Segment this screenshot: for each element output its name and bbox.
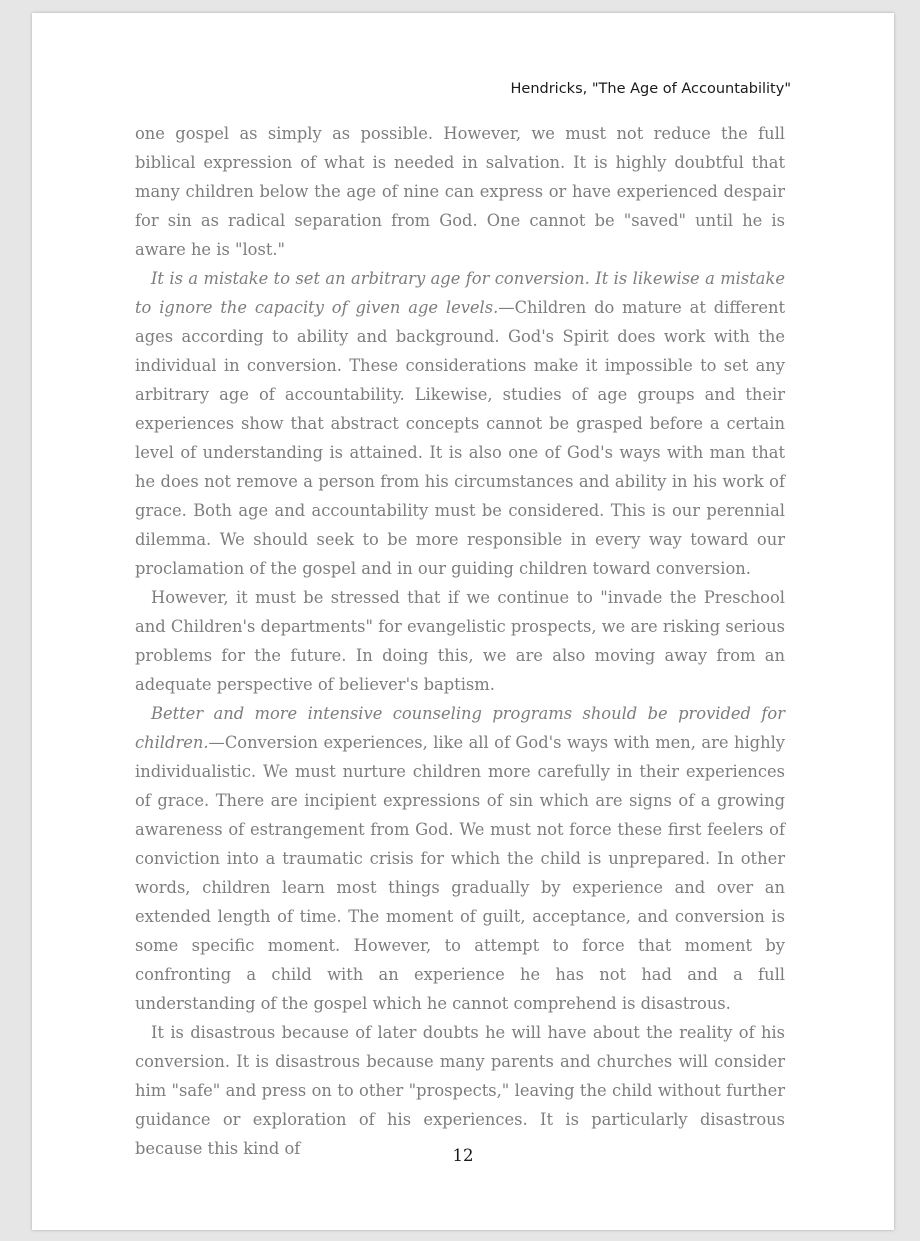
paragraph-disastrous xyxy=(135,1018,785,1163)
paragraph-arbitrary-age xyxy=(135,264,785,583)
paragraph-continuation xyxy=(135,119,785,264)
paragraph-text: It is disastrous because of later doubts he will have about the reality of his conversion. It is disastrous because many parents and churches will consider him "safe" and press on to other "prospects," leaving the child without further guidance or exploration of his experiences. It is particularly disastrous because this kind of xyxy=(135,1023,785,1158)
paragraph-text: one gospel as simply as possible. However, we must not reduce the full biblical expression of what is needed in salvation. It is highly doubtful that many children below the age of nine can express or have experienced despair for sin as radical separation from God. One cannot be "saved" until he is aware he is "lost." xyxy=(135,124,785,259)
running-header-title: Hendricks, "The Age of Accountability" xyxy=(510,81,791,97)
paragraph-counseling-programs xyxy=(135,699,785,1018)
paragraph-text: —Conversion experiences, like all of God's ways with men, are highly individualistic. We must nurture children more carefully in their experiences of grace. There are incipient expressions of sin which are signs of a growing awareness of estrangement from God. We must not force these first feelers of conviction into a traumatic crisis for which the child is unprepared. In other words, children learn most things gradually by experience and over an extended length of time. The moment of guilt, acceptance, and conversion is some specific moment. However, to attempt to force that moment by confronting a child with an experience he has not had and a full understanding of the gospel which he cannot comprehend is disastrous. xyxy=(135,733,785,1013)
paragraph-text: —Children do mature at different ages according to ability and background. God's Spirit does work with the individual in conversion. These considerations make it impossible to set any arbitrary age of accountability. Likewise, studies of age groups and their experiences show that abstract concepts cannot be grasped before a certain level of understanding is attained. It is also one of God's ways with man that he does not remove a person from his circumstances and ability in his work of grace. Both age and accountability must be considered. This is our perennial dilemma. We should seek to be more responsible in every way toward our proclamation of the gospel and in our guiding children toward conversion. xyxy=(135,298,785,578)
paragraph-italic-heading: Better and more intensive counseling programs should be provided for children. xyxy=(135,704,785,752)
body-text xyxy=(135,119,785,1163)
paragraph-italic-heading: It is a mistake to set an arbitrary age for conversion. It is likewise a mistake to ignore the capacity of given age levels. xyxy=(135,269,785,317)
paragraph-text: However, it must be stressed that if we continue to "invade the Preschool and Children's departments" for evangelistic prospects, we are risking serious problems for the future. In doing this, we are also moving away from an adequate perspective of believer's baptism. xyxy=(135,588,785,694)
paragraph-invade-departments xyxy=(135,583,785,699)
document-page xyxy=(32,13,894,1230)
page-number: 12 xyxy=(452,1146,474,1165)
